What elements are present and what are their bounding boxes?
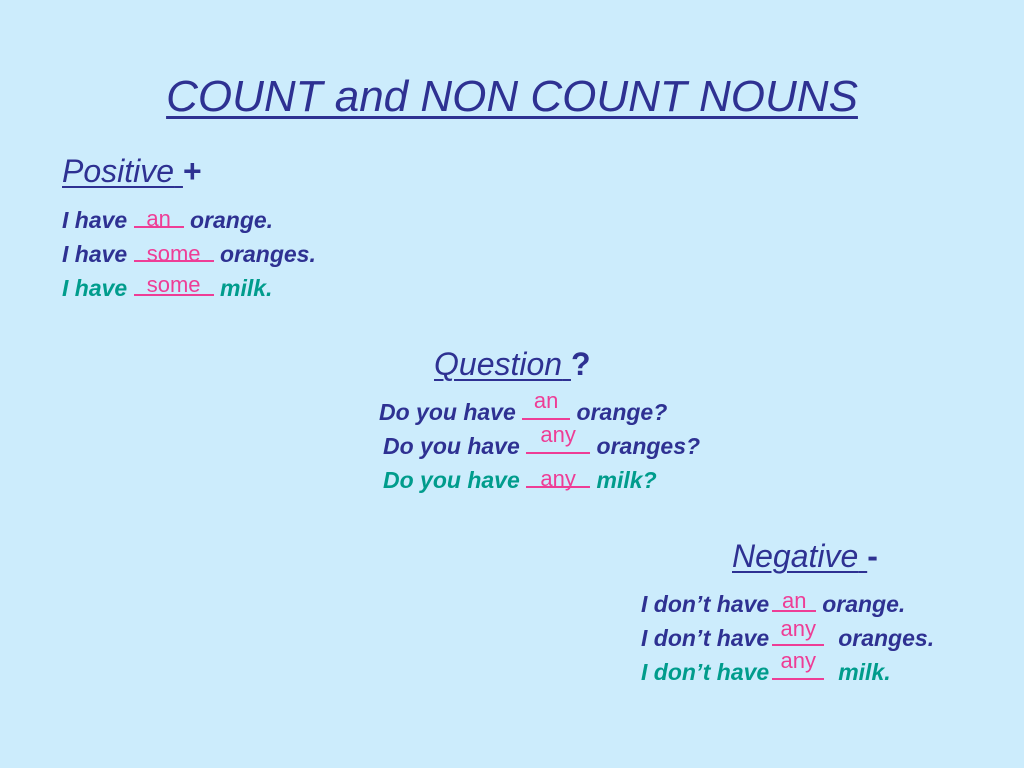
answer-blank — [134, 204, 184, 231]
negative-line-1 — [641, 588, 905, 618]
positive-sign: + — [182, 153, 202, 189]
negative-heading-label: Negative — [732, 538, 859, 574]
sentence-end: milk? — [596, 467, 657, 493]
sentence-end: oranges. — [220, 241, 316, 267]
sentence-start: I don’t have — [641, 659, 770, 685]
negative-heading — [732, 538, 878, 575]
question-sign: ? — [570, 346, 591, 382]
question-heading-label: Question — [434, 346, 563, 382]
answer-blank — [772, 648, 824, 680]
sentence-end: oranges? — [596, 433, 701, 459]
answer-word: an — [146, 206, 171, 231]
positive-heading-label: Positive — [62, 153, 175, 189]
sentence-end: milk. — [220, 275, 273, 301]
sentence-end: oranges. — [838, 625, 935, 651]
sentence-start: Do you have — [383, 433, 520, 459]
positive-line-2 — [62, 238, 316, 268]
answer-word: an — [781, 588, 807, 613]
answer-blank — [134, 272, 214, 296]
question-line-1 — [379, 388, 668, 426]
sentence-end: orange? — [576, 399, 668, 425]
answer-blank — [526, 464, 590, 491]
sentence-start: Do you have — [379, 399, 516, 425]
sentence-start: I don’t have — [641, 591, 770, 617]
answer-blank — [522, 388, 570, 420]
sentence-start: Do you have — [383, 467, 520, 493]
sentence-start: I have — [62, 207, 128, 233]
answer-word: an — [533, 388, 559, 413]
slide-title: COUNT and NON COUNT NOUNS — [166, 72, 858, 121]
sentence-end: milk. — [838, 659, 891, 685]
answer-blank — [772, 616, 824, 646]
question-line-2 — [383, 422, 701, 460]
answer-word: some — [146, 272, 201, 297]
answer-blank — [134, 238, 214, 266]
sentence-end: orange. — [822, 591, 906, 617]
negative-line-3 — [641, 648, 891, 686]
answer-word: any — [540, 422, 576, 447]
answer-word: any — [540, 466, 576, 491]
negative-sign: - — [867, 538, 878, 574]
question-heading — [434, 346, 591, 383]
answer-blank — [772, 588, 816, 612]
answer-word: any — [780, 648, 816, 673]
answer-word: any — [780, 616, 816, 641]
answer-blank — [526, 422, 590, 454]
question-line-3 — [383, 464, 657, 494]
sentence-end: orange. — [190, 207, 274, 233]
positive-line-1 — [62, 204, 273, 234]
sentence-start: I don’t have — [641, 625, 770, 651]
sentence-start: I have — [62, 241, 128, 267]
positive-heading — [62, 153, 202, 190]
sentence-start: I have — [62, 275, 128, 301]
positive-line-3 — [62, 272, 272, 302]
answer-word: some — [146, 241, 201, 266]
